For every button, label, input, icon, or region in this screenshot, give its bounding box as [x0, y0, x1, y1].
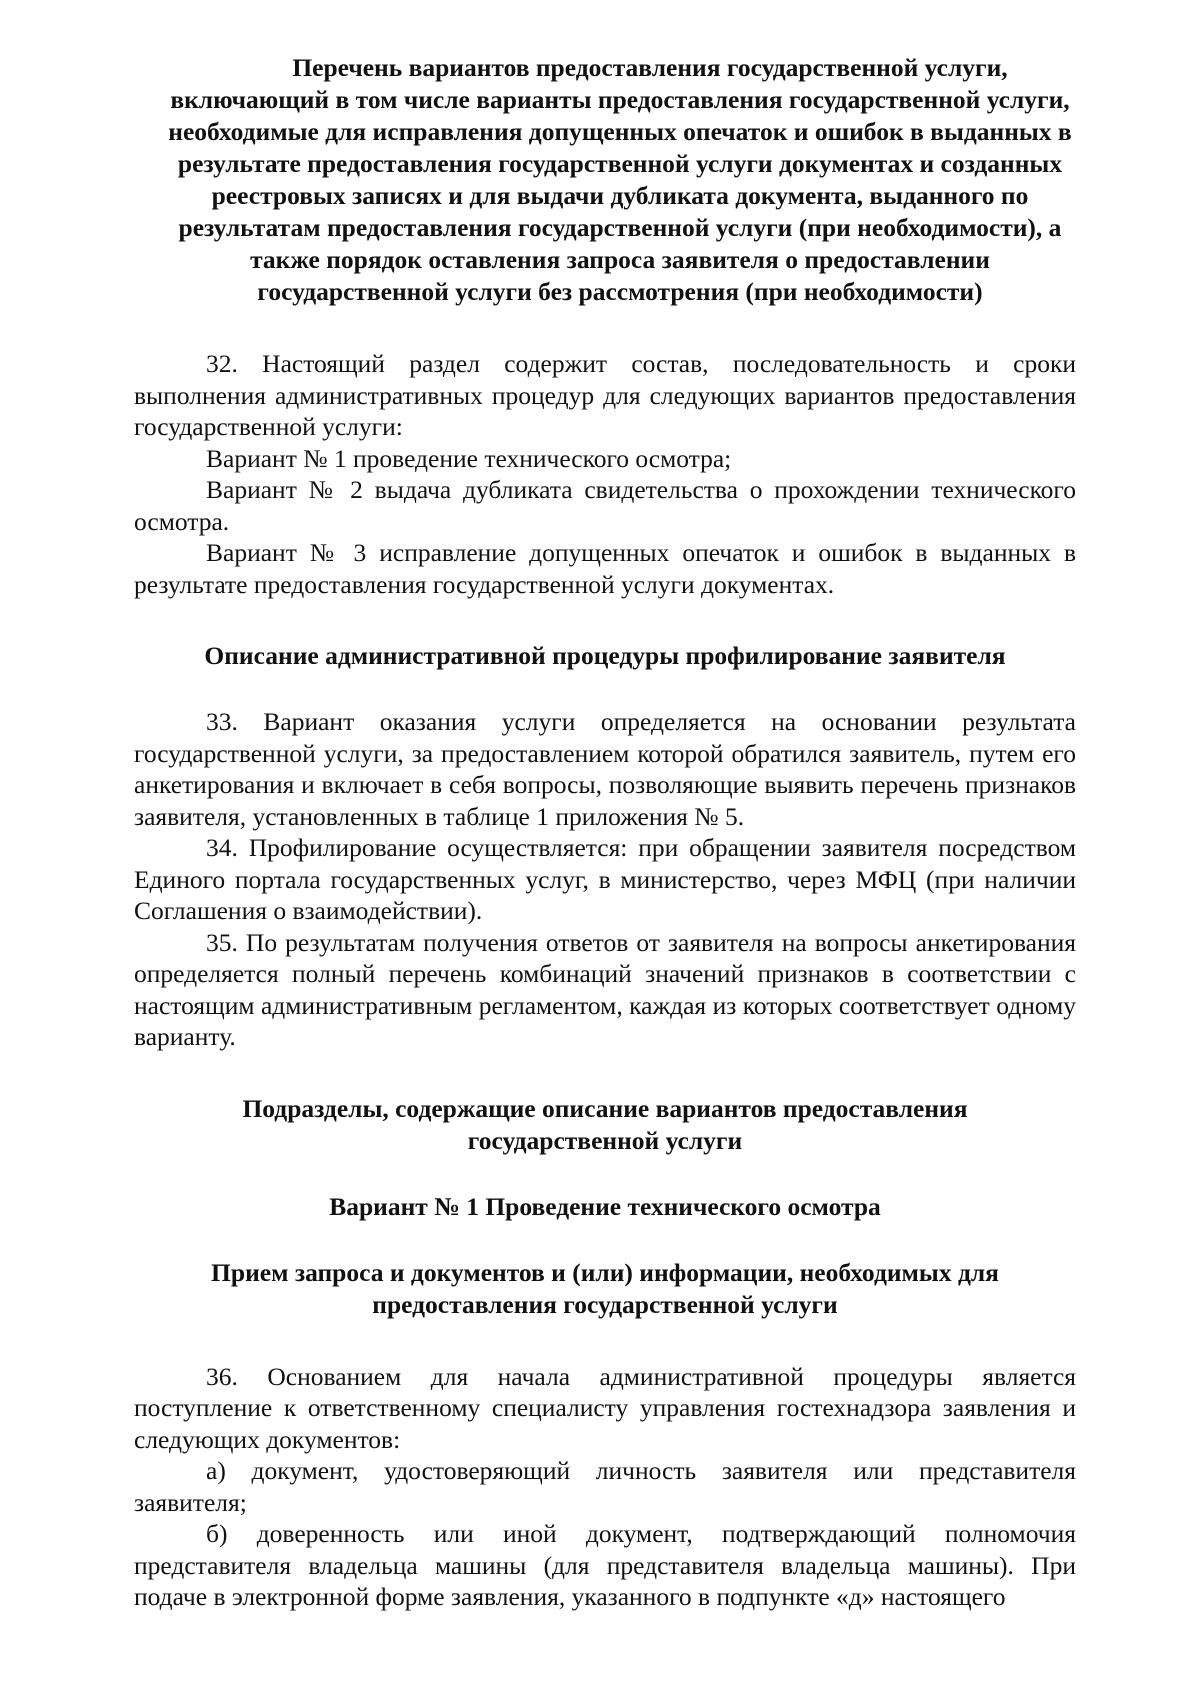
title-line: реестровых записях и для выдачи дубликата документа, выданного по — [211, 181, 1029, 210]
reception-heading: Прием запроса и документов и (или) информации, необходимых для предоставления государственной услуги — [211, 1257, 999, 1319]
paragraph-34: 34. Профилирование осуществляется: при обращении заявителя посредством Единого портала государственных услуг, в министерство, через МФЦ (при наличии Соглашения о взаимодействии). — [134, 833, 1076, 925]
variant-1-heading: Вариант № 1 Проведение технического осмотра — [329, 1191, 881, 1221]
title-line: государственной услуги без рассмотрения (при необходимости) — [257, 277, 983, 306]
title-line: необходимые для исправления допущенных опечаток и ошибок в выданных в — [168, 117, 1072, 146]
paragraph-35: 35. По результатам получения ответов от заявителя на вопросы анкетирования определяется полный перечень комбинаций значений признаков в соответствии с настоящим административным регламентом, каждая из которых соответствует одному варианту. — [134, 927, 1076, 1051]
subsections-heading: Подразделы, содержащие описание вариантов предоставления государственной услуги — [242, 1093, 968, 1155]
list-item-b: б) доверенность или иной документ, подтверждающий полномочия представителя владельца машины (для представителя владельца машины). При подаче в электронной форме заявления, указанного в подпункте «д» настоящего — [134, 1519, 1076, 1611]
variant-2-item: Вариант № 2 выдача дубликата свидетельства о прохождении технического осмотра. — [134, 475, 1076, 536]
profiling-heading: Описание административной процедуры профилирование заявителя — [204, 641, 1006, 670]
paragraph-32: 32. Настоящий раздел содержит состав, последовательность и сроки выполнения административных процедур для следующих вариантов предоставления государственной услуги: — [134, 349, 1076, 441]
title-line: также порядок оставления запроса заявителя о предоставлении — [250, 245, 990, 274]
title-line: результатам предоставления государственной услуги (при необходимости), а — [178, 213, 1062, 242]
title-line: результате предоставления государственной услуги документах и созданных — [177, 149, 1063, 178]
variant-3-item: Вариант № 3 исправление допущенных опечаток и ошибок в выданных в результате предоставления государственной услуги документах. — [134, 538, 1076, 599]
paragraph-36: 36. Основанием для начала административной процедуры является поступление к ответственному специалисту управления гостехнадзора заявления и следующих документов: — [134, 1361, 1076, 1454]
title-line: включающий в том числе варианты предоставления государственной услуги, — [170, 85, 1070, 114]
paragraph-33: 33. Вариант оказания услуги определяется на основании результата государственной услуги, за предоставлением которой обратился заявитель, путем его анкетирования и включает в себя вопросы, позволяющие выявить перечень признаков заявителя, установленных в таблице 1 приложения № 5. — [134, 707, 1076, 831]
list-item-a: а) документ, удостоверяющий личность заявителя или представителя заявителя; — [134, 1456, 1076, 1517]
variant-1-item: Вариант № 1 проведение технического осмотра; — [206, 443, 732, 473]
document-title — [134, 52, 1076, 308]
title-line: Перечень вариантов предоставления государственной услуги, — [292, 53, 1008, 82]
